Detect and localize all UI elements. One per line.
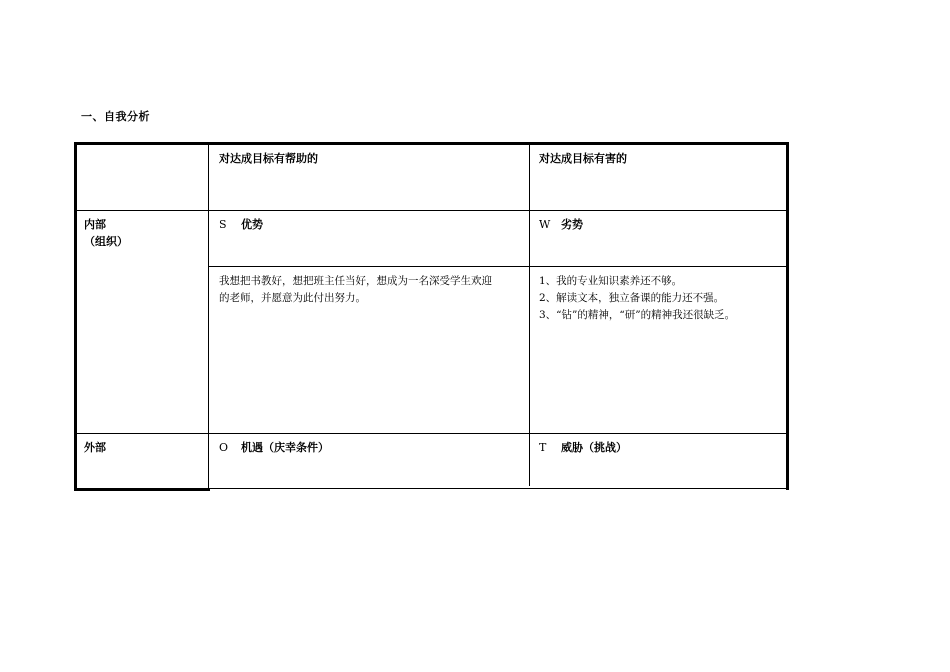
strength-label: 优势 <box>241 218 263 231</box>
threat-header <box>539 439 627 456</box>
strength-text-line: 的老师，并愿意为此付出努力。 <box>219 292 366 304</box>
weakness-code: W <box>539 218 551 231</box>
opportunity-label: 机遇（庆幸条件） <box>241 441 329 454</box>
row-label-internal <box>84 216 128 250</box>
row-label-internal-line1: 内部 <box>84 218 106 231</box>
table-border-right <box>786 142 789 490</box>
column-divider-2 <box>529 144 530 486</box>
strength-text-line: 我想把书教好，想把班主任当好，想成为一名深受学生欢迎 <box>219 275 492 287</box>
weakness-item: 1、我的专业知识素养还不够。 <box>539 275 683 287</box>
threat-label: 威胁（挑战） <box>561 441 627 454</box>
weakness-item: 2、解读文本，独立备课的能力还不强。 <box>539 292 725 304</box>
table-border-bottom <box>74 488 210 491</box>
weakness-item: 3、“钻”的精神，“研”的精神我还很缺乏。 <box>539 309 736 321</box>
row-divider-1 <box>76 210 787 211</box>
row-label-internal-line2: （组织） <box>84 235 128 248</box>
header-harmful: 对达成目标有害的 <box>539 152 627 165</box>
row-divider-3 <box>76 433 787 434</box>
header-helpful: 对达成目标有帮助的 <box>219 152 318 165</box>
row-label-external: 外部 <box>84 441 106 454</box>
table-border-left <box>74 142 77 491</box>
strength-header <box>219 216 263 233</box>
table-border-top <box>74 142 789 145</box>
row-divider-2 <box>209 266 787 267</box>
weakness-list <box>539 273 735 324</box>
opportunity-header <box>219 439 329 456</box>
column-divider-1 <box>208 144 209 491</box>
weakness-label: 劣势 <box>561 218 583 231</box>
table-border-bottom-right <box>209 488 789 489</box>
weakness-header <box>539 216 583 233</box>
strength-text <box>219 273 492 307</box>
threat-code: T <box>539 441 547 454</box>
opportunity-code: O <box>219 441 229 454</box>
section-heading: 一、自我分析 <box>81 110 150 123</box>
strength-code: S <box>219 218 227 231</box>
